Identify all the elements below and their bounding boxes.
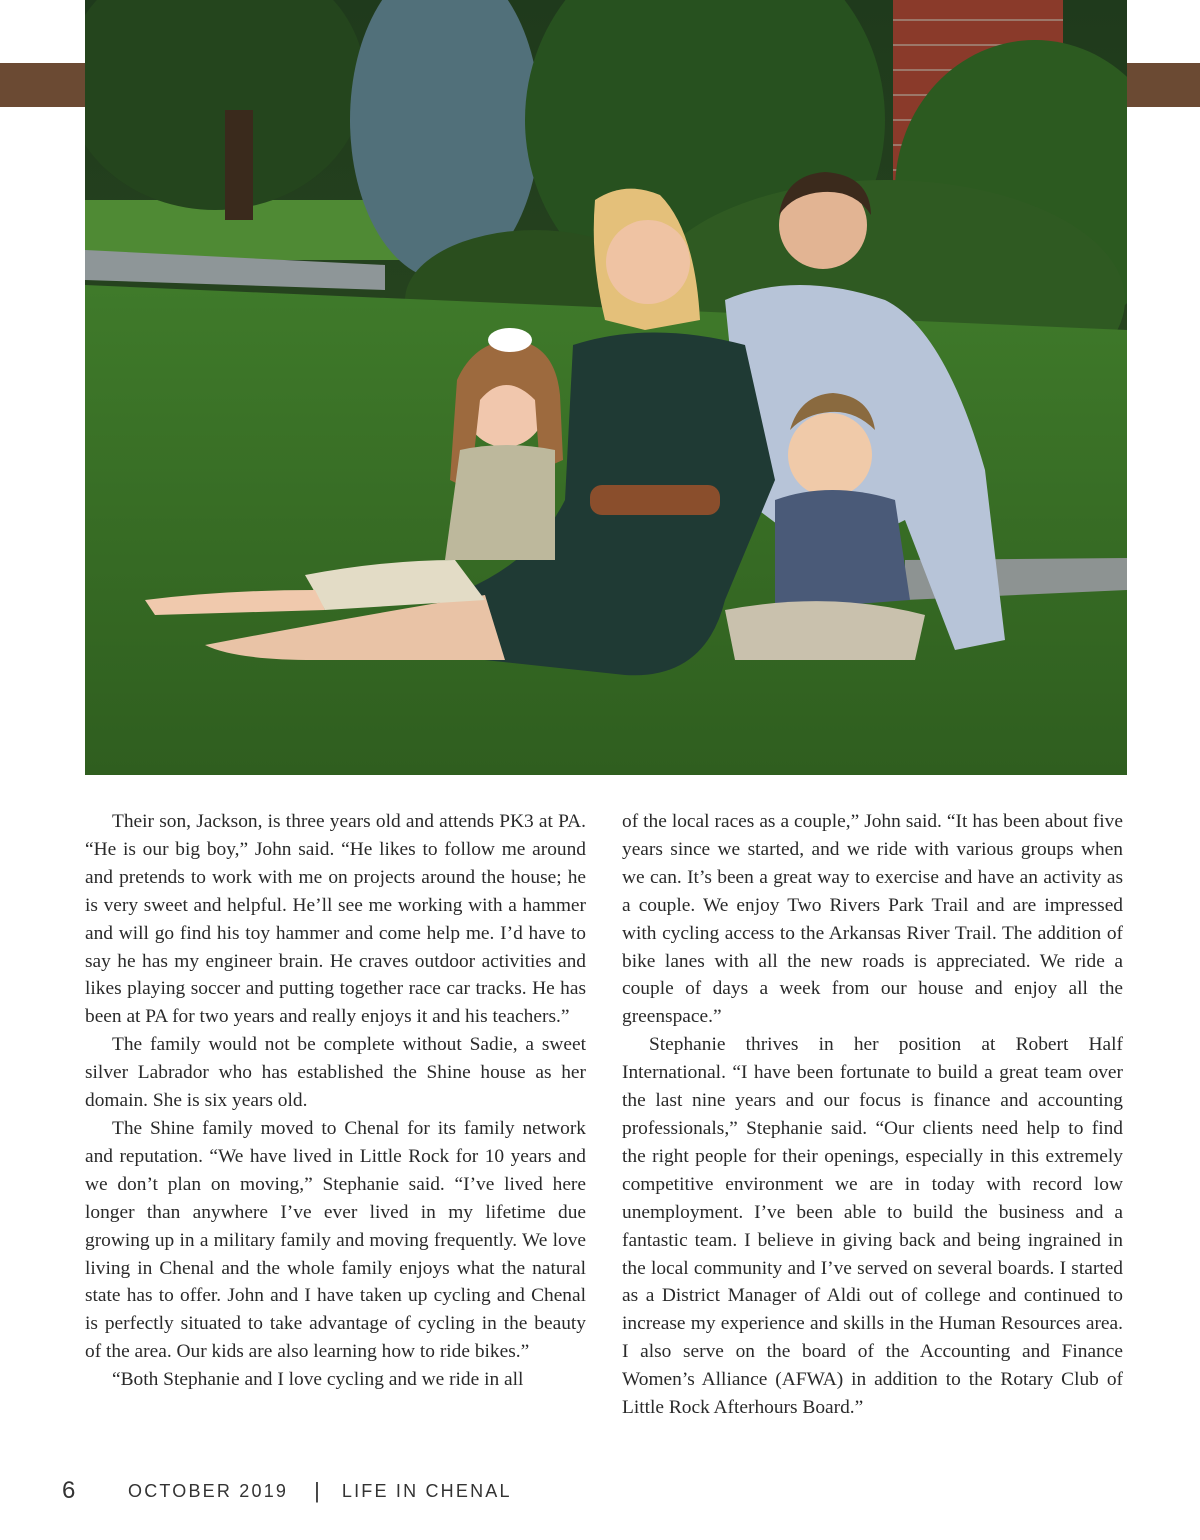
article-column-left [85, 808, 586, 1394]
header-accent-bar-left [0, 63, 86, 107]
article-paragraph: The Shine family moved to Chenal for its family network and reputation. “We have lived in Little Rock for 10 years and we don’t plan on moving,” Stephanie said. “I’ve lived here longer than anywhere I’ve ever lived in my lifetime due growing up in a military family and moving frequently. We love living in Chenal and the whole family enjoys what the natural state has to offer. John and I have taken up cycling and Chenal is perfectly situated to take advantage of cycling in the beauty of the area. Our kids are also learning how to ride bikes.” [85, 1117, 586, 1363]
article-paragraph: The family would not be complete without Sadie, a sweet silver Labrador who has established the Shine house as her domain. She is six years old. [85, 1034, 586, 1112]
article-column-right [622, 808, 1123, 1422]
article-paragraph-continued: of the local races as a couple,” John said. “It has been about five years since we started, and we ride with various groups when we can. It’s been a great way to exercise and have an activity as a couple. We enjoy Two Rivers Park Trail and are impressed with cycling access to the Arkansas River Trail. The addition of bike lanes with all the new roads is appreciated. We ride a couple of days a week from our house and enjoy all the greenspace.” [622, 811, 1123, 1028]
article-paragraph: Their son, Jackson, is three years old and attends PK3 at PA. “He is our big boy,” John said. “He likes to follow me around and pretends to work with me on projects around the house; he is very sweet and helpful. He’ll see me working with a hammer and will go find his toy hammer and come help me. I’d have to say he has my engineer brain. He craves outdoor activities and likes playing soccer and putting together race car tracks. He has been at PA for two years and really enjoys it and his teachers.” [85, 811, 586, 1028]
magazine-title: LIFE IN CHENAL [341, 1480, 512, 1501]
footer-separator: | [314, 1478, 320, 1503]
header-accent-bar-right [1127, 63, 1200, 107]
page-footer [62, 1474, 512, 1508]
issue-date: OCTOBER 2019 [128, 1480, 289, 1501]
family-photo [85, 0, 1127, 775]
article-paragraph: “Both Stephanie and I love cycling and we ride in all [112, 1369, 524, 1391]
article-paragraph: Stephanie thrives in her position at Robert Half International. “I have been fortunate to build a great team over the last nine years and our focus is finance and accounting professionals,” Stephanie said. “Our clients need help to find the right people for their openings, especially in this extremely competitive environment we are in today with record low unemployment. I’ve been able to build the business and a fantastic team. I believe in giving back and being ingrained in the local community and I’ve served on several boards. I started as a District Manager of Aldi out of college and continued to increase my experience and skills in the Human Resources area. I also serve on the board of the Accounting and Finance Women’s Alliance (AFWA) in addition to the Rotary Club of Little Rock Afterhours Board.” [622, 1034, 1123, 1419]
family-photo-illustration [85, 0, 1127, 775]
page-number: 6 [62, 1477, 76, 1504]
